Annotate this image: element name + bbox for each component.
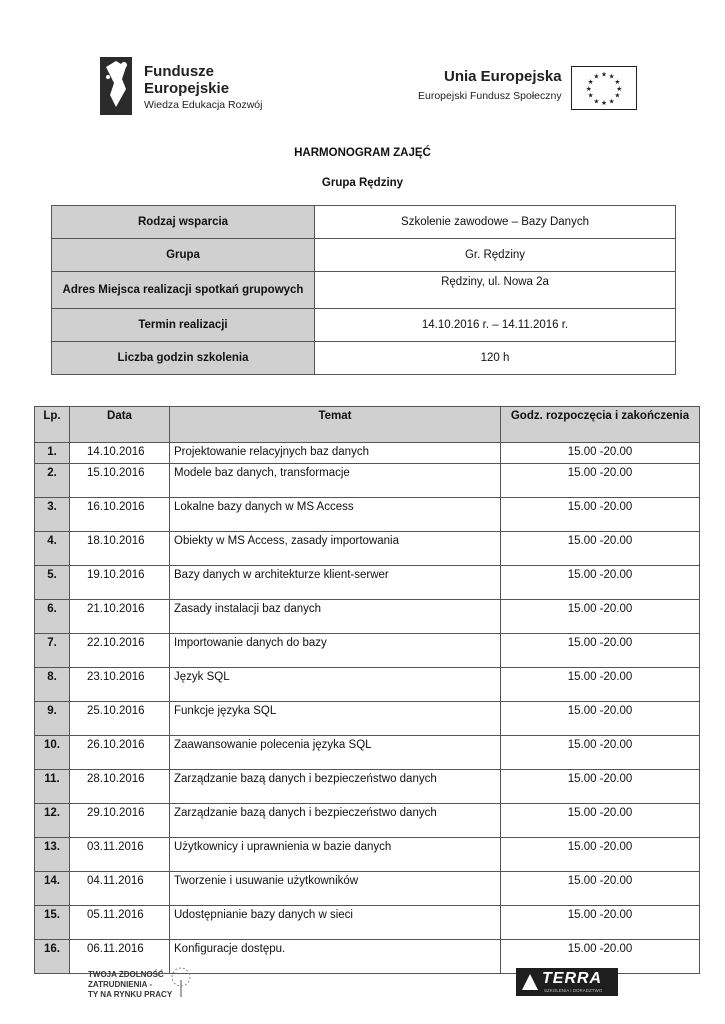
row-time: 15.00 -20.00 — [501, 940, 700, 974]
header-date: Data — [70, 407, 170, 443]
row-topic: Obiekty w MS Access, zasady importowania — [170, 532, 501, 566]
row-time: 15.00 -20.00 — [501, 804, 700, 838]
row-date: 19.10.2016 — [70, 566, 170, 600]
row-time: 15.00 -20.00 — [501, 668, 700, 702]
info-value: 14.10.2016 r. – 14.11.2016 r. — [315, 309, 676, 342]
header-time: Godz. rozpoczęcia i zakończenia — [501, 407, 700, 443]
info-value: Szkolenie zawodowe – Bazy Danych — [315, 206, 676, 239]
row-topic: Zaawansowanie polecenia języka SQL — [170, 736, 501, 770]
row-lp: 13. — [35, 838, 70, 872]
row-date: 04.11.2016 — [70, 872, 170, 906]
row-lp: 6. — [35, 600, 70, 634]
table-row — [35, 532, 700, 566]
row-date: 23.10.2016 — [70, 668, 170, 702]
row-date: 22.10.2016 — [70, 634, 170, 668]
info-row — [52, 239, 676, 272]
row-lp: 7. — [35, 634, 70, 668]
row-time: 15.00 -20.00 — [501, 532, 700, 566]
row-lp: 2. — [35, 464, 70, 498]
info-row — [52, 309, 676, 342]
row-topic: Funkcje języka SQL — [170, 702, 501, 736]
table-row — [35, 736, 700, 770]
fe-emblem-icon — [100, 57, 132, 115]
row-date: 03.11.2016 — [70, 838, 170, 872]
row-lp: 8. — [35, 668, 70, 702]
row-time: 15.00 -20.00 — [501, 443, 700, 464]
terra-word: TERRA — [542, 970, 603, 987]
row-topic: Użytkownicy i uprawnienia w bazie danych — [170, 838, 501, 872]
row-lp: 15. — [35, 906, 70, 940]
terra-logo — [516, 968, 618, 996]
row-date: 06.11.2016 — [70, 940, 170, 974]
info-value: 120 h — [315, 342, 676, 375]
row-lp: 14. — [35, 872, 70, 906]
info-label: Termin realizacji — [52, 309, 315, 342]
row-lp: 5. — [35, 566, 70, 600]
row-date: 21.10.2016 — [70, 600, 170, 634]
svg-text:★: ★ — [593, 97, 600, 106]
row-topic: Udostępnianie bazy danych w sieci — [170, 906, 501, 940]
table-row — [35, 770, 700, 804]
svg-text:★: ★ — [585, 84, 592, 93]
row-lp: 12. — [35, 804, 70, 838]
row-topic: Bazy danych w architekturze klient-serwer — [170, 566, 501, 600]
row-time: 15.00 -20.00 — [501, 600, 700, 634]
svg-text:★: ★ — [601, 70, 607, 79]
row-topic: Zasady instalacji baz danych — [170, 600, 501, 634]
ue-logo-subtitle: Europejski Fundusz Społeczny — [418, 90, 562, 102]
svg-text:★: ★ — [616, 84, 623, 93]
row-topic: Zarządzanie bazą danych i bezpieczeństwo danych — [170, 770, 501, 804]
row-time: 15.00 -20.00 — [501, 498, 700, 532]
svg-text:★: ★ — [608, 72, 615, 81]
row-topic: Język SQL — [170, 668, 501, 702]
table-row — [35, 600, 700, 634]
row-lp: 4. — [35, 532, 70, 566]
row-topic: Importowanie danych do bazy — [170, 634, 501, 668]
info-label: Adres Miejsca realizacji spotkań grupowych — [52, 272, 315, 309]
row-topic: Lokalne bazy danych w MS Access — [170, 498, 501, 532]
header-lp: Lp. — [35, 407, 70, 443]
svg-text:★: ★ — [601, 99, 607, 108]
row-lp: 16. — [35, 940, 70, 974]
row-topic: Tworzenie i usuwanie użytkowników — [170, 872, 501, 906]
svg-text:★: ★ — [608, 97, 615, 106]
document-title: HARMONOGRAM ZAJĘĆ — [294, 147, 431, 159]
row-time: 15.00 -20.00 — [501, 770, 700, 804]
footer-left-line3: TY NA RYNKU PRACY — [88, 990, 173, 999]
footer-left-line1: TWOJA ZDOLNOŚĆ — [88, 970, 164, 979]
info-label: Liczba godzin szkolenia — [52, 342, 315, 375]
info-row — [52, 342, 676, 375]
info-value: Rędziny, ul. Nowa 2a — [315, 272, 676, 309]
svg-text:★: ★ — [614, 91, 621, 100]
info-row — [52, 272, 676, 309]
row-topic: Konfiguracje dostępu. — [170, 940, 501, 974]
info-row — [52, 206, 676, 239]
table-row — [35, 443, 700, 464]
row-lp: 1. — [35, 443, 70, 464]
row-lp: 11. — [35, 770, 70, 804]
row-topic: Modele baz danych, transformacje — [170, 464, 501, 498]
info-table — [51, 205, 676, 375]
row-date: 05.11.2016 — [70, 906, 170, 940]
row-time: 15.00 -20.00 — [501, 906, 700, 940]
twoja-zdolnosc-logo — [88, 966, 198, 1002]
svg-text:★: ★ — [614, 78, 621, 87]
table-row — [35, 804, 700, 838]
row-topic: Projektowanie relacyjnych baz danych — [170, 443, 501, 464]
row-lp: 3. — [35, 498, 70, 532]
group-heading: Grupa Rędziny — [321, 177, 404, 189]
header-topic: Temat — [170, 407, 501, 443]
schedule-header-row — [35, 407, 700, 443]
fe-logo-tagline: Wiedza Edukacja Rozwój — [144, 99, 263, 111]
fundusze-europejskie-logo — [100, 57, 263, 117]
row-date: 14.10.2016 — [70, 443, 170, 464]
row-time: 15.00 -20.00 — [501, 872, 700, 906]
fe-logo-line2: Europejskie — [144, 80, 230, 97]
table-row — [35, 498, 700, 532]
svg-text:★: ★ — [593, 72, 600, 81]
row-time: 15.00 -20.00 — [501, 566, 700, 600]
table-row — [35, 702, 700, 736]
row-date: 18.10.2016 — [70, 532, 170, 566]
eu-flag-icon — [571, 66, 637, 110]
info-label: Grupa — [52, 239, 315, 272]
row-lp: 9. — [35, 702, 70, 736]
row-time: 15.00 -20.00 — [501, 464, 700, 498]
table-row — [35, 634, 700, 668]
table-row — [35, 838, 700, 872]
schedule-body — [35, 443, 700, 974]
info-label: Rodzaj wsparcia — [52, 206, 315, 239]
row-time: 15.00 -20.00 — [501, 634, 700, 668]
row-date: 26.10.2016 — [70, 736, 170, 770]
table-row — [35, 906, 700, 940]
unia-europejska-logo — [418, 66, 638, 112]
svg-text:★: ★ — [587, 78, 594, 87]
table-row — [35, 668, 700, 702]
fe-logo-line1: Fundusze — [144, 63, 214, 80]
tree-icon — [168, 966, 194, 998]
row-time: 15.00 -20.00 — [501, 736, 700, 770]
row-date: 25.10.2016 — [70, 702, 170, 736]
table-row — [35, 464, 700, 498]
info-value: Gr. Rędziny — [315, 239, 676, 272]
schedule-table — [34, 406, 700, 974]
row-topic: Zarządzanie bazą danych i bezpieczeństwo danych — [170, 804, 501, 838]
row-date: 15.10.2016 — [70, 464, 170, 498]
terra-sub: SZKOLENIA I DORADZTWO — [544, 988, 603, 993]
table-row — [35, 566, 700, 600]
row-date: 16.10.2016 — [70, 498, 170, 532]
footer-left-line2: ZATRUDNIENIA - — [88, 980, 152, 989]
row-date: 28.10.2016 — [70, 770, 170, 804]
row-date: 29.10.2016 — [70, 804, 170, 838]
row-lp: 10. — [35, 736, 70, 770]
row-time: 15.00 -20.00 — [501, 702, 700, 736]
ue-logo-title: Unia Europejska — [444, 68, 562, 85]
terra-mark-icon — [520, 972, 540, 992]
table-row — [35, 872, 700, 906]
row-time: 15.00 -20.00 — [501, 838, 700, 872]
svg-text:★: ★ — [587, 91, 594, 100]
